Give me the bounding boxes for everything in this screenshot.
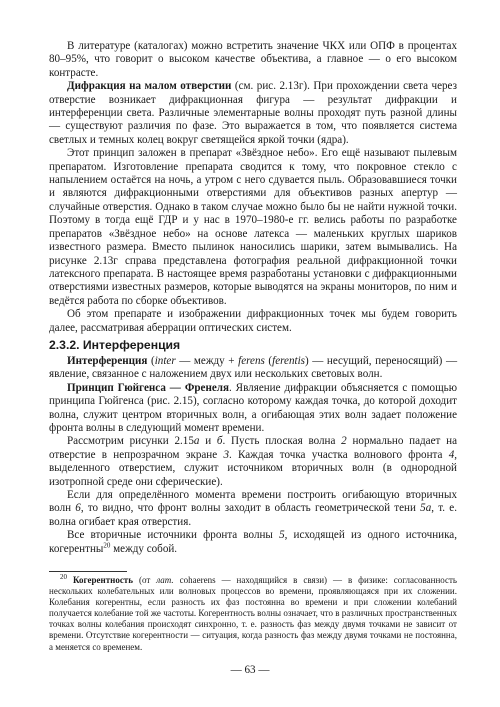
paragraph-starry-sky [49,147,457,308]
figure-ref: 5 [279,529,285,542]
main-text [49,40,457,556]
figure-ref: 4 [448,448,455,461]
section-number: 2.3.2. [49,337,80,352]
paragraph-figures [49,435,457,489]
text-fragment: , исходящей из одного источника, когерентны [49,529,457,555]
figure-ref: б [216,435,223,448]
latin-ferentis: ferentis [272,354,305,367]
paragraph-aberrations-note [49,308,457,335]
text-fragment: между собой. [110,542,178,555]
figure-ref: 2 [341,435,347,448]
paragraph-mtf-contrast [49,40,457,80]
text-fragment: . Пусть плоская волна [222,435,342,448]
text-fragment: ( [264,354,273,367]
text-fragment: и [199,435,217,448]
text-fragment: ( [147,354,155,367]
text-fragment: — между + [175,354,239,367]
text-fragment: ) — несущий, переносящий) — явление, связанное с наложением двух или нескольких световых волн. [49,354,458,381]
text-fragment: (от [133,575,157,585]
term-huygens-fresnel: Принцип Гюйгенса — Френеля [67,381,229,394]
text-fragment: Рассмотрим рисунки 2.15 [67,435,194,448]
paragraph-envelope [49,489,457,529]
figure-ref: а [193,435,200,448]
paragraph-text: В литературе (каталогах) можно встретить значение ЧКХ или ОПФ в процентах 80–95%, что говорит о высоком качестве объектива, а главное — о его высоком контрасте. [49,40,457,79]
text-fragment: , т. е. волна огибает края отверстия. [49,502,457,528]
footnote-divider [49,571,127,572]
figure-ref: 6 [75,502,81,515]
paragraph-coherent-sources [49,529,457,556]
text-fragment: cohaerens — находящийся в связи) — в физике: согласованность нескольких колебательных или волновых процессов во времени, проявляющаяся при их сложении. Колебания когерентны, если разность их фаз постоянна во времени и при сложении колебаний получается колебание той же частоты. Когерентность волны означает, что в различных пространственных точках волны колебания происходят синхронно, т. е. разность фаз между двумя точками не зависит от времени. Отсутствие когерентности — ситуация, когда разность фаз между двумя точками не постоянна, а меняется со временем. [49,575,458,652]
text-fragment: Все вторичные источники фронта волны [67,529,280,542]
term-diffraction: Дифракция на малом отверстии [67,80,232,93]
paragraph-diffraction [49,80,457,147]
text-fragment: , выделенного отверстием, служит источником вторичных волн (в однородной изотропной среде они сферические). [49,448,458,488]
footnote-number: 20 [60,573,67,581]
footnote-ref[interactable]: 20 [103,540,111,549]
paragraph-text: . Являение дифракции объясняется с помощью принципа Гюйгенса (рис. 2.15), согласно которому каждая точка, до которой доходит волна, служит центром вторичных волн, а огибающая этих волн задает положение фронта волны в следующий момент времени. [49,381,457,434]
paragraph-interference [49,355,457,382]
figure-ref: 3 [223,448,229,461]
term-interference: Интерференция [67,354,148,367]
footnote [49,575,457,653]
latin-inter: inter [154,354,176,367]
text-fragment: . Каждая точка участка волнового фронта [228,448,449,461]
page-number: — 63 — [230,664,270,676]
footnote-term: Когерентность [72,575,133,585]
paragraph-huygens [49,382,457,436]
figure-ref: 5а [420,502,432,515]
text-fragment: нормально падает на отверстие в непрозрачном экране [49,435,457,461]
paragraph-text: (см. рис. 2.13г). При прохождении света через отверстие возникает дифракционная фигура — результат дифракции и интерференции света. Различные элементарные волны проходят путь разной длины — существуют различия по фазе. Это выражается в том, что появляется система светлых и темных колец вокруг светящейся яркой точки (ядра). [49,80,457,146]
text-fragment: , то видно, что фронт волны заходит в область геометрической тени [80,502,421,515]
section-title: Интерференция [82,337,181,352]
text-fragment: Если для определённого момента времени построить огибающую вторичных волн [49,489,457,515]
paragraph-text: Об этом препарате и изображении дифракционных точек мы будем говорить далее, рассматривая аберрации оптических систем. [49,308,457,334]
section-heading [49,338,457,352]
latin-ferens: ferens [238,354,265,367]
footnote-text [49,575,457,653]
paragraph-text: Этот принцип заложен в препарат «Звёздное небо». Его ещё называют пылевым препаратом. Изготовление препарата сводится к тому, что покровное стекло с напылением остаётся на ночь, а утром с него сдувается пыль. Образовавшиеся точки и являются дифракционными отверстиями для объективов разных апертур — случайные отверстия. Однако в таком случае можно было бы не найти нужной точки. Поэтому в тогда ещё ГДР и у нас в 1970–1980-е гг. велись работы по разработке препаратов «Звёздное небо» на основе латекса — маленьких круглых шариков известного размера. Вместо пылинок наносились шарики, затем вымывались. На рисунке 2.13г справа представлена фотография реальной дифракционной точки латексного препарата. В настоящее время разработаны установки с дифракционными отверстиями известных размеров, которые выводятся на экраны мониторов, по ним и ведётся работа по сборке объективов. [49,147,457,307]
text-fragment: лат. [156,575,174,585]
